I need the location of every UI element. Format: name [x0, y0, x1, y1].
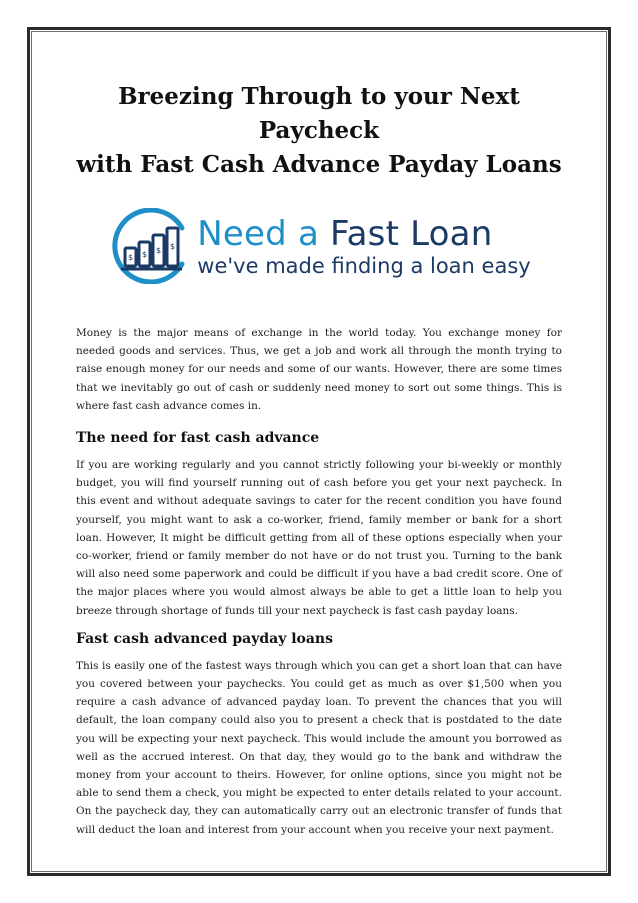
bar-dollar-2: $	[142, 250, 148, 259]
need-a-fast-loan-logo	[76, 208, 562, 284]
bar-dollar-1: $	[128, 253, 134, 262]
bar-chart-logo-icon	[107, 208, 193, 284]
title-line-2: with Fast Cash Advance Payday Loans	[76, 151, 562, 178]
title-line-1: Breezing Through to your Next Paycheck	[118, 83, 520, 144]
logo-text	[197, 214, 530, 278]
bar-dollar-4: $	[170, 242, 176, 251]
logo-brand-name	[197, 214, 530, 254]
intro-paragraph: Money is the major means of exchange in the world today. You exchange money for needed goods and services. Thus, we get a job and work all through the month trying to raise enough money for our needs and some of our wants. However, there are some times that we inevitably go out of cash or suddenly need money to sort out some things. This is where fast cash advance comes in.	[76, 327, 562, 412]
logo-tagline: we've made finding a loan easy	[197, 254, 531, 278]
section-1-paragraph: If you are working regularly and you cannot strictly following your bi-weekly or monthly budget, you will find yourself running out of cash before you get your next paycheck. In this event and without adequate savings to cater for the recent condition you have found yourself, you might want to ask a co-worker, friend, family member or bank for a short loan. However, It might be difficult getting from all of these options especially when your co-worker, friend or family member do not have or do not trust you. Turning to the bank will also need some paperwork and could be difficult if you have a bad credit score. One of the major places where you would almost always be able to get a little loan to help you breeze through shortage of funds till your next paycheck is fast cash payday loans.	[76, 459, 562, 617]
section-2-paragraph: This is easily one of the fastest ways through which you can get a short loan that can have you covered between your paychecks. You could get as much as over $1,500 when you require a cash advance of advanced payday loan. To prevent the chances that you will default, the loan company could also you to present a check that is postdated to the date you will be expecting your next paycheck. This would include the amount you borrowed as well as the accrued interest. On that day, they would go to the bank and withdraw the money from your account to theirs. However, for online options, since you might not be able to send them a check, you might be expected to enter details related to your account. On the paycheck day, they can automatically carry out an electronic transfer of funds that will deduct the loan and interest from your account when you receive your next payment.	[76, 659, 562, 836]
document-title	[76, 80, 562, 182]
section-1-heading: The need for fast cash advance	[76, 430, 320, 447]
bar-dollar-3: $	[156, 246, 162, 255]
document-content	[76, 80, 562, 839]
logo-brand-part1: Need a	[197, 214, 330, 254]
logo-brand-part2: Fast Loan	[330, 214, 493, 254]
section-2-heading: Fast cash advanced payday loans	[76, 630, 333, 647]
